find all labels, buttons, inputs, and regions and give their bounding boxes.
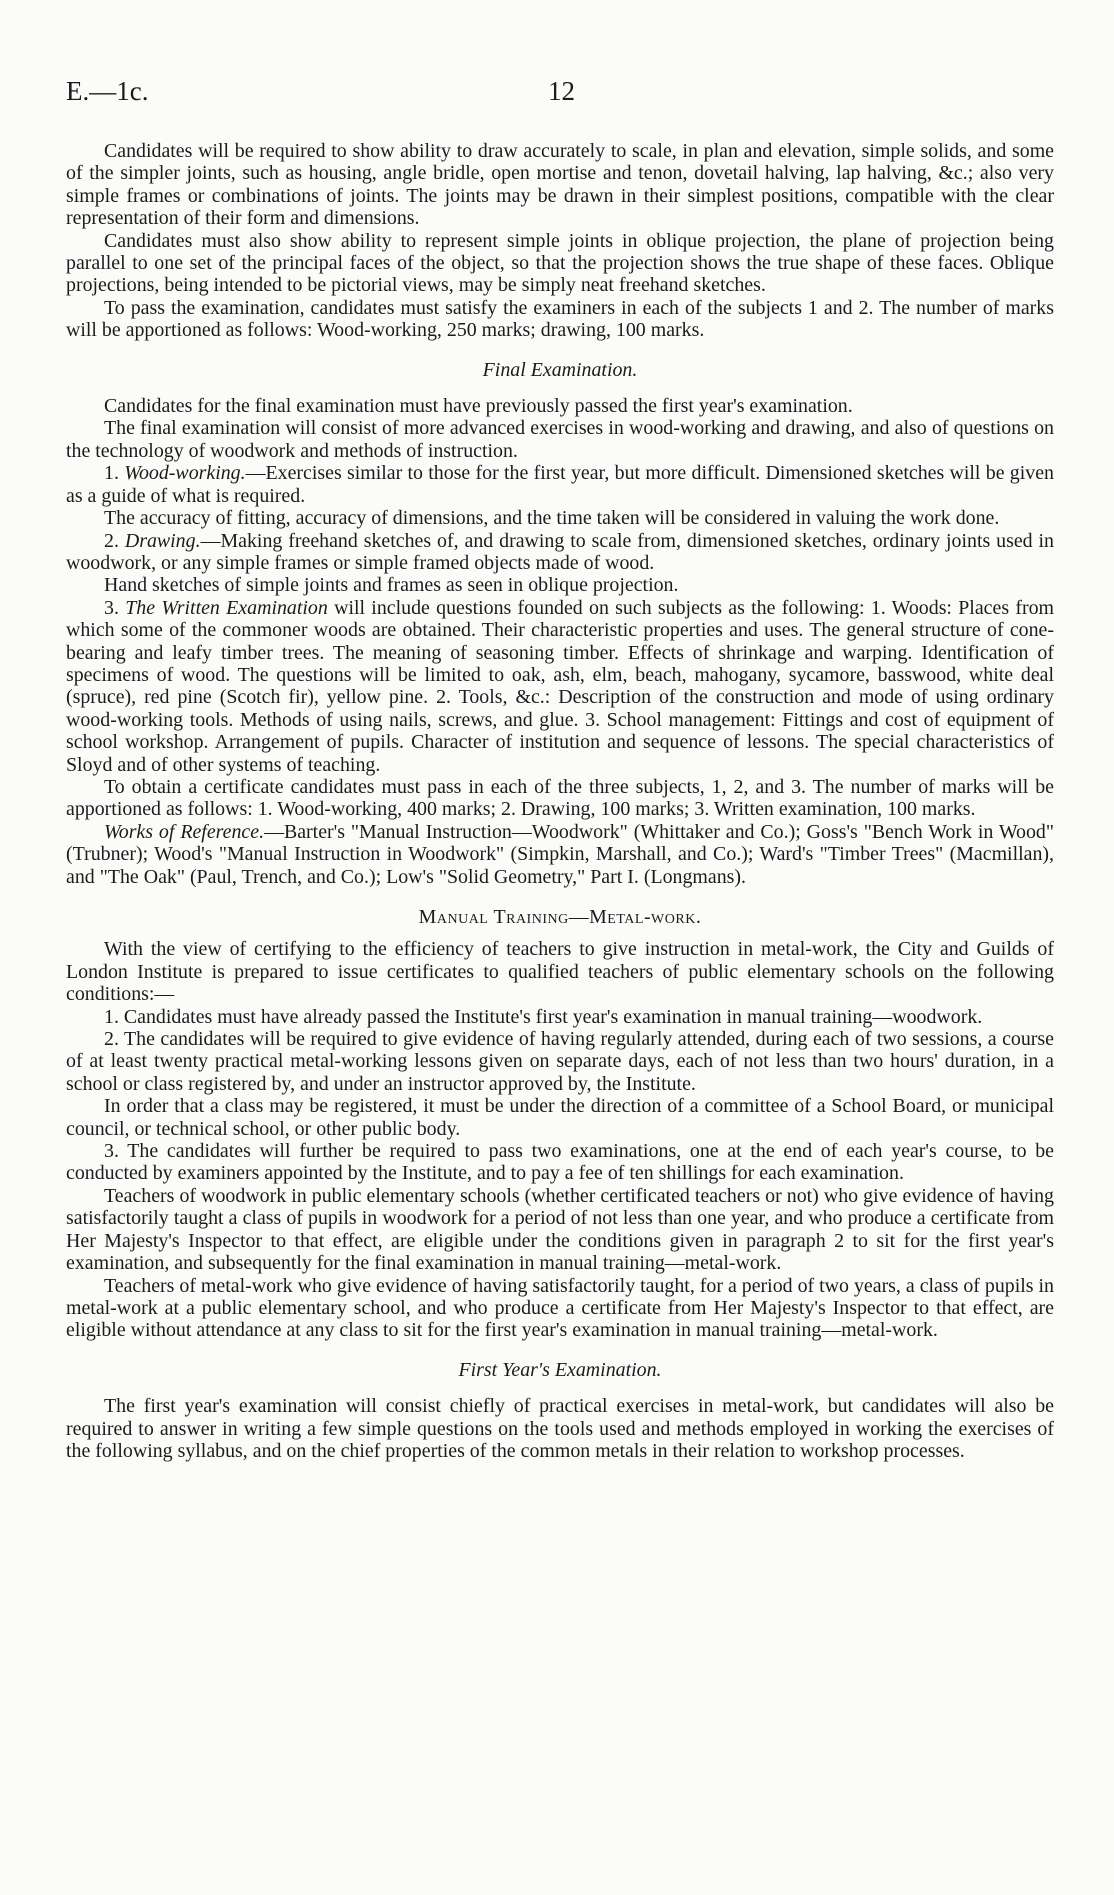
item-title: Wood-working. xyxy=(124,462,246,485)
paragraph: 2. The candidates will be required to give evidence of having regularly attended, during each of two sessions, a course of at least twenty practical metal-working lessons given on separate days, each of not less than two hours' duration, in a school or class registered by, and under an instructor approved by, the Institute. xyxy=(66,1028,1054,1095)
paragraph: Candidates must also show ability to represent simple joints in oblique projection, the plane of projection being parallel to one set of the principal faces of the object, so that the projection shows the true shape of these faces. Oblique projections, being intended to be pictorial views, may be simply neat freehand sketches. xyxy=(66,229,1054,297)
paragraph: The accuracy of fitting, accuracy of dimensions, and the time taken will be considered in valuing the work done. xyxy=(104,507,1000,530)
item-number: 3. xyxy=(104,596,126,619)
item-title: Drawing. xyxy=(124,529,201,552)
paragraph: The first year's examination will consist chiefly of practical exercises in metal-work, but candidates will also be required to answer in writing a few simple questions on the tools used and methods employed in working the exercises of the following syllabus, and on the chief properties of the common metals in their relation to workshop processes. xyxy=(66,1395,1054,1462)
item-title: The Written Examination xyxy=(125,596,328,619)
paragraph xyxy=(66,821,1054,888)
item-number: 2. xyxy=(104,529,125,552)
page-header xyxy=(66,76,1066,112)
paragraph: Hand sketches of simple joints and frames as seen in oblique projection. xyxy=(104,574,679,597)
paragraph xyxy=(66,597,1054,776)
section-heading: First Year's Examination. xyxy=(458,1358,662,1381)
page-reference: E.—1c. xyxy=(66,76,149,106)
paragraph: To obtain a certificate candidates must pass in each of the three subjects, 1, 2, and 3. The number of marks will be apportioned as follows: 1. Wood-working, 400 marks; 2. Drawing, 100 marks; 3. Written examination, 100 marks. xyxy=(66,775,1054,821)
item-title: Works of Reference. xyxy=(104,820,265,843)
paragraph: With the view of certifying to the efficiency of teachers to give instruction in metal-work, the City and Guilds of London Institute is prepared to issue certificates to qualified teachers of public elementary schools on the following conditions:— xyxy=(66,938,1054,1006)
paragraph: 1. Candidates must have already passed the Institute's first year's examination in manual training—woodwork. xyxy=(104,1005,983,1028)
document-body xyxy=(66,140,1054,1462)
paragraph: Candidates will be required to show ability to draw accurately to scale, in plan and elevation, simple solids, and some of the simpler joints, such as housing, angle bridle, open mortise and tenon, dovetail halving, lap halving, &c.; also very simple frames or combinations of joints. The joints may be drawn in their simplest positions, compatible with the clear representation of their form and dimensions. xyxy=(66,140,1054,230)
item-text: —Barter's "Manual Instruction—Woodwork" (Whittaker and Co.); Goss's "Bench Work in Wood" (Trubner); Wood's "Manual Instruction in Woodwork" (Simpkin, Marshall, and Co.); Ward's "Timber Trees" (Macmillan), and "The Oak" (Paul, Trench, and Co.); Low's "Solid Geometry," Part I. (Longmans). xyxy=(66,820,1055,888)
paragraph: Candidates for the final examination must have previously passed the first year's examination. xyxy=(104,395,853,418)
page-number: 12 xyxy=(548,76,575,106)
paragraph: In order that a class may be registered, it must be under the direction of a committee of a School Board, or municipal council, or technical school, or other public body. xyxy=(66,1095,1054,1140)
paragraph: Teachers of woodwork in public elementary schools (whether certificated teachers or not) who give evidence of having satisfactorily taught a class of pupils in woodwork for a period of not less than one year, and who produce a certificate from Her Majesty's Inspector to that effect, are eligible under the conditions given in paragraph 2 to sit for the first year's examination, and subsequently for the final examination in manual training—metal-work. xyxy=(66,1184,1054,1275)
item-number: 1. xyxy=(104,462,125,485)
paragraph xyxy=(66,462,1054,507)
paragraph: Teachers of metal-work who give evidence of having satisfactorily taught, for a period of two years, a class of pupils in metal-work at a public elementary school, and who produce a certificate from Her Majesty's Inspector to that effect, are eligible without attendance at any class to sit for the first year's examination in manual training—metal-work. xyxy=(66,1274,1054,1342)
item-text: will include questions founded on such subjects as the following: 1. Woods: Places from which some of the commoner woods are obtained. Their characteristic properties and uses. The general structure of cone-bearing and leafy timber trees. The meaning of seasoning timber. Effects of shrinkage and warping. Identification of specimens of wood. The questions will be limited to oak, ash, elm, beach, mahogany, sycamore, basswood, white deal (spruce), red pine (Scotch fir), yellow pine. 2. Tools, &c.: Description of the construction and mode of using ordinary wood-working tools. Methods of using nails, screws, and glue. 3. School management: Fittings and cost of equipment of school workshop. Arrangement of pupils. Character of institution and sequence of lessons. The special characteristics of Sloyd and of other systems of teaching. xyxy=(66,596,1054,776)
item-text: —Exercises similar to those for the first year, but more difficult. Dimensioned sketches will be given as a guide of what is required. xyxy=(66,462,1054,507)
section-heading: Final Examination. xyxy=(482,358,638,381)
paragraph: To pass the examination, candidates must satisfy the examiners in each of the subjects 1 and 2. The number of marks will be apportioned as follows: Wood-working, 250 marks; drawing, 100 marks. xyxy=(66,296,1054,342)
paragraph: The final examination will consist of more advanced exercises in wood-working and drawing, and also of questions on the technology of woodwork and methods of instruction. xyxy=(66,417,1054,462)
paragraph xyxy=(66,530,1054,575)
section-heading: Manual Training—Metal-work. xyxy=(418,906,702,928)
paragraph: 3. The candidates will further be required to pass two examinations, one at the end of each year's course, to be conducted by examiners appointed by the Institute, and to pay a fee of ten shillings for each examination. xyxy=(66,1140,1054,1185)
item-text: —Making freehand sketches of, and drawing to scale from, dimensioned sketches, ordinary joints used in woodwork, or any simple frames or simple framed objects made of wood. xyxy=(66,529,1054,574)
